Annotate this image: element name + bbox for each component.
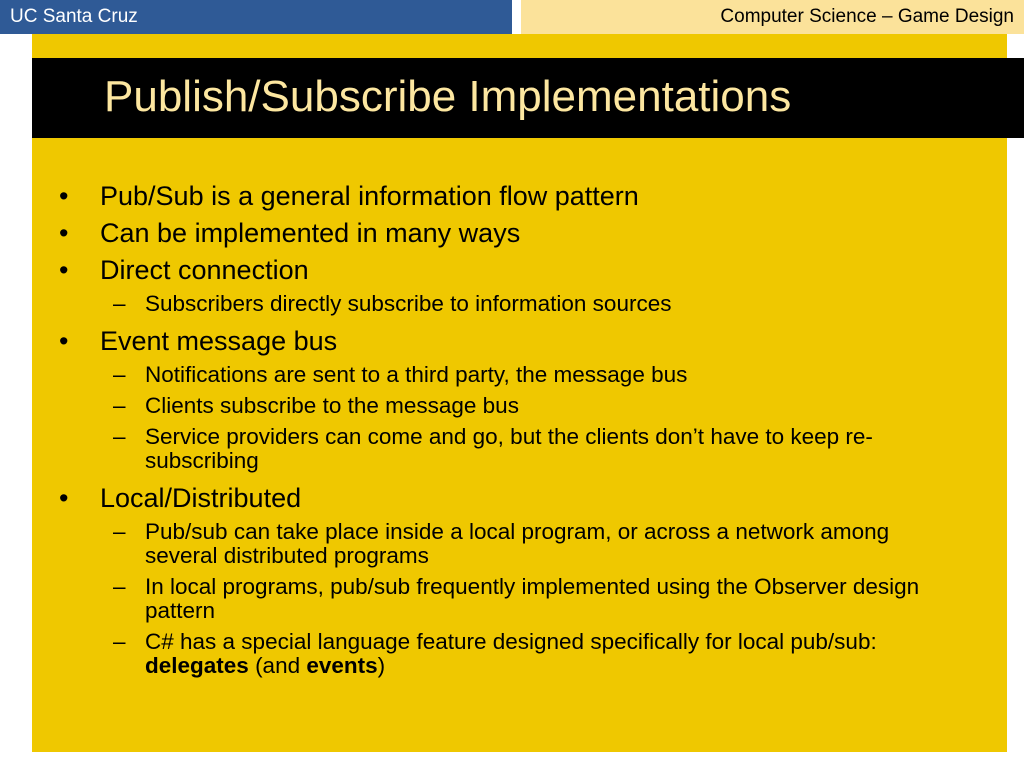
bullet-item — [59, 215, 979, 252]
dash-marker: – — [113, 629, 126, 654]
slide-content — [59, 178, 979, 685]
sub-bullet-text: Service providers can come and go, but the clients don’t have to keep re-subscribing — [145, 424, 873, 473]
header-right-bar — [521, 0, 1024, 34]
bullet-marker: • — [59, 218, 69, 248]
sub-bullet-text: Clients subscribe to the message bus — [145, 393, 519, 418]
sub-bullet-item — [59, 292, 979, 316]
header-right-label: Computer Science – Game Design — [720, 6, 1014, 27]
sub-bullet-text: C# has a special language feature designed specifically for local pub/sub: — [145, 629, 877, 654]
bullet-marker: • — [59, 326, 69, 356]
bullet-text: Local/Distributed — [100, 483, 302, 513]
dash-marker: – — [113, 393, 126, 418]
header-left-label: UC Santa Cruz — [10, 6, 138, 27]
sub-bullet-item — [59, 394, 979, 418]
bullet-item — [59, 480, 979, 517]
bold-keyword: events — [306, 653, 378, 678]
sub-bullet-text: In local programs, pub/sub frequently implemented using the Observer design pattern — [145, 574, 920, 623]
dash-marker: – — [113, 291, 126, 316]
bullet-item — [59, 252, 979, 289]
dash-marker: – — [113, 362, 126, 387]
sub-bullet-item — [59, 520, 979, 568]
header-left-bar — [0, 0, 512, 34]
slide-title: Publish/Subscribe Implementations — [104, 72, 792, 121]
bold-keyword: delegates — [145, 653, 249, 678]
sub-bullet-text: Pub/sub can take place inside a local program, or across a network among several distributed programs — [145, 519, 890, 568]
bullet-marker: • — [59, 483, 69, 513]
bullet-text: Pub/Sub is a general information flow pattern — [100, 181, 639, 211]
bullet-item — [59, 323, 979, 360]
bullet-text: Event message bus — [100, 326, 338, 356]
sub-bullet-item — [59, 630, 979, 678]
dash-marker: – — [113, 519, 126, 544]
sub-bullet-text: Subscribers directly subscribe to information sources — [145, 291, 672, 316]
sub-bullet-text: (and — [248, 653, 307, 678]
dash-marker: – — [113, 424, 126, 449]
dash-marker: – — [113, 574, 126, 599]
bullet-text: Can be implemented in many ways — [100, 218, 521, 248]
title-bar — [32, 58, 1024, 138]
sub-bullet-item — [59, 425, 979, 473]
bullet-text: Direct connection — [100, 255, 309, 285]
sub-bullet-item — [59, 575, 979, 623]
bullet-marker: • — [59, 255, 69, 285]
bullet-marker: • — [59, 181, 69, 211]
sub-bullet-text: Notifications are sent to a third party, the message bus — [145, 362, 688, 387]
sub-bullet-item — [59, 363, 979, 387]
bullet-item — [59, 178, 979, 215]
sub-bullet-text: ) — [377, 653, 386, 678]
